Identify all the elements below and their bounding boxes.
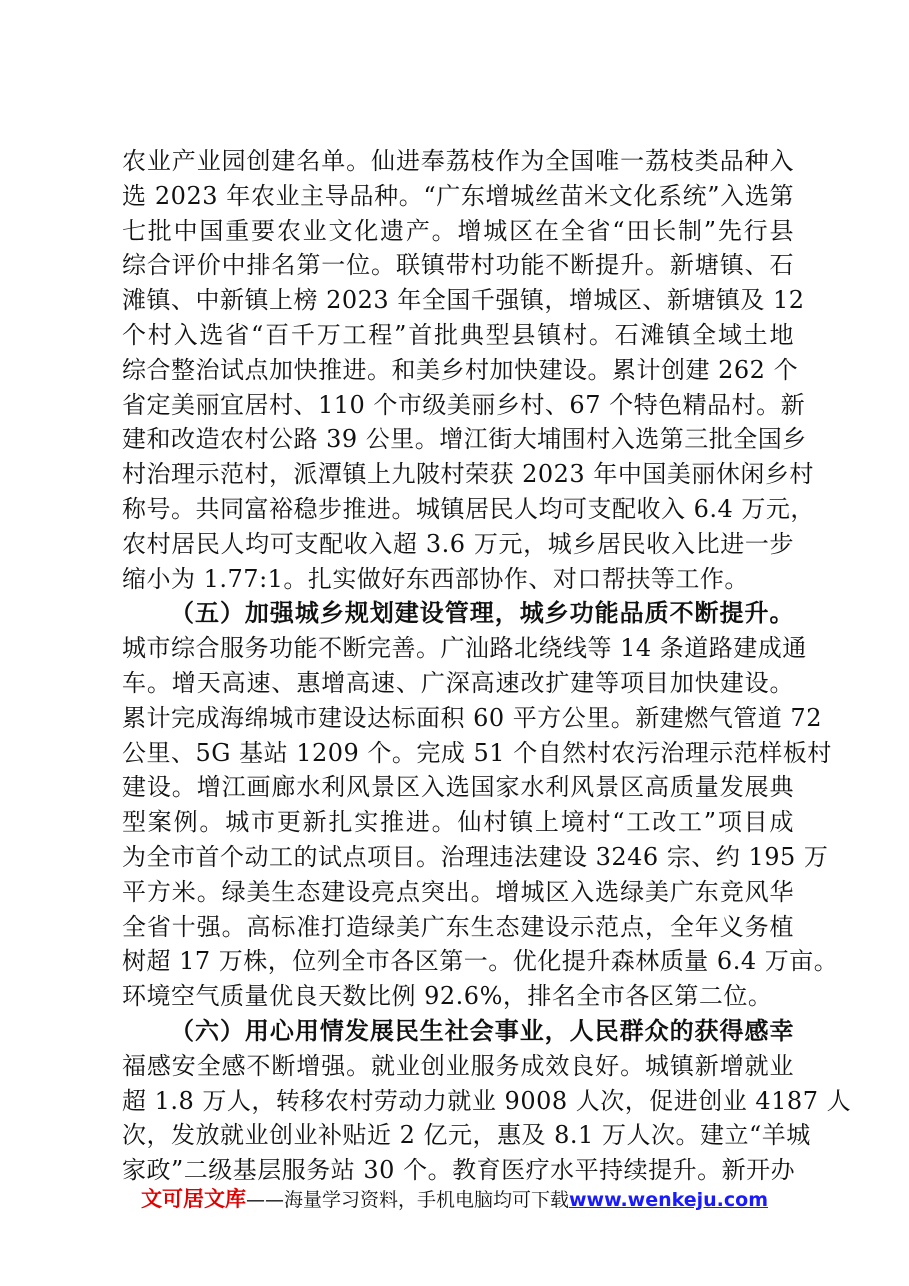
text-line: 公里、5G 基站 1209 个。完成 51 个自然村农污治理示范样板村	[122, 738, 832, 767]
text-line: 滩镇、中新镇上榜 2023 年全国千强镇，增城区、新塘镇及 12	[122, 286, 805, 315]
footer-brand: 文可居文库	[140, 1187, 246, 1211]
text-line: 为全市首个动工的试点项目。治理违法建设 3246 宗、约 195 万	[122, 842, 829, 871]
text-line: 称号。共同富裕稳步推进。城镇居民人均可支配收入 6.4 万元，	[122, 494, 815, 523]
text-line: 建设。增江画廊水利风景区入选国家水利风景区高质量发展典	[122, 773, 794, 802]
document-body	[122, 144, 852, 1188]
text-line: 车。增天高速、惠增高速、广深高速改扩建等项目加快建设。	[122, 668, 794, 697]
text-line: 累计完成海绵城市建设达标面积 60 平方公里。新建燃气管道 72	[122, 703, 822, 732]
section-heading-6: （六）用心用情发展民生社会事业，人民群众的获得感幸	[170, 1015, 794, 1045]
text-line: 省定美丽宜居村、110 个市级美丽乡村、67 个特色精品村。新	[122, 390, 806, 419]
text-line: 次，发放就业创业补贴近 2 亿元，惠及 8.1 万人次。建立“羊城	[122, 1121, 811, 1150]
text-line: 个村入选省“百千万工程”首批典型县镇村。石滩镇全域土地	[122, 320, 794, 349]
text-line: 选 2023 年农业主导品种。“广东增城丝苗米文化系统”入选第	[122, 181, 794, 210]
text-line: 树超 17 万株，位列全市各区第一。优化提升森林质量 6.4 万亩。	[122, 947, 839, 976]
text-line: 综合整治试点加快推进。和美乡村加快建设。累计创建 262 个	[122, 355, 799, 384]
text-line: 农村居民人均可支配收入超 3.6 万元，城乡居民收入比进一步	[122, 529, 794, 558]
footer-slogan: ——海量学习资料，手机电脑均可下载	[245, 1189, 569, 1211]
footer-banner	[0, 1183, 909, 1213]
text-line: 家政”二级基层服务站 30 个。教育医疗水平持续提升。新开办	[122, 1156, 796, 1185]
text-line: 缩小为 1.77:1。扎实做好东西部协作、对口帮扶等工作。	[122, 564, 749, 593]
text-line: 农业产业园创建名单。仙进奉荔枝作为全国唯一荔枝类品种入	[122, 147, 794, 175]
section-heading-5: （五）加强城乡规划建设管理，城乡功能品质不断提升。	[170, 598, 794, 628]
text-line: 建和改造农村公路 39 公里。增江街大埔围村入选第三批全国乡	[122, 425, 807, 454]
text-line: 村治理示范村，派潭镇上九陂村荣获 2023 年中国美丽休闲乡村	[122, 460, 814, 489]
text-line: 型案例。城市更新扎实推进。仙村镇上境村“工改工”项目成	[122, 808, 794, 837]
text-line: 城市综合服务功能不断完善。广汕路北绕线等 14 条道路建成通	[122, 634, 807, 663]
text-line: 全省十强。高标准打造绿美广东生态建设示范点，全年义务植	[122, 912, 794, 941]
text-line: 平方米。绿美生态建设亮点突出。增城区入选绿美广东竞风华	[122, 877, 794, 906]
text-line: 超 1.8 万人，转移农村劳动力就业 9008 人次，促进创业 4187 人	[122, 1086, 852, 1115]
footer-site-link[interactable]: www.wenkeju.com	[569, 1189, 769, 1211]
text-line: 环境空气质量优良天数比例 92.6%，排名全市各区第二位。	[122, 982, 773, 1011]
text-line: 福感安全感不断增强。就业创业服务成效良好。城镇新增就业	[122, 1051, 794, 1080]
text-line: 七批中国重要农业文化遗产。增城区在全省“田长制”先行县	[122, 216, 794, 245]
text-line: 综合评价中排名第一位。联镇带村功能不断提升。新塘镇、石	[122, 251, 794, 280]
